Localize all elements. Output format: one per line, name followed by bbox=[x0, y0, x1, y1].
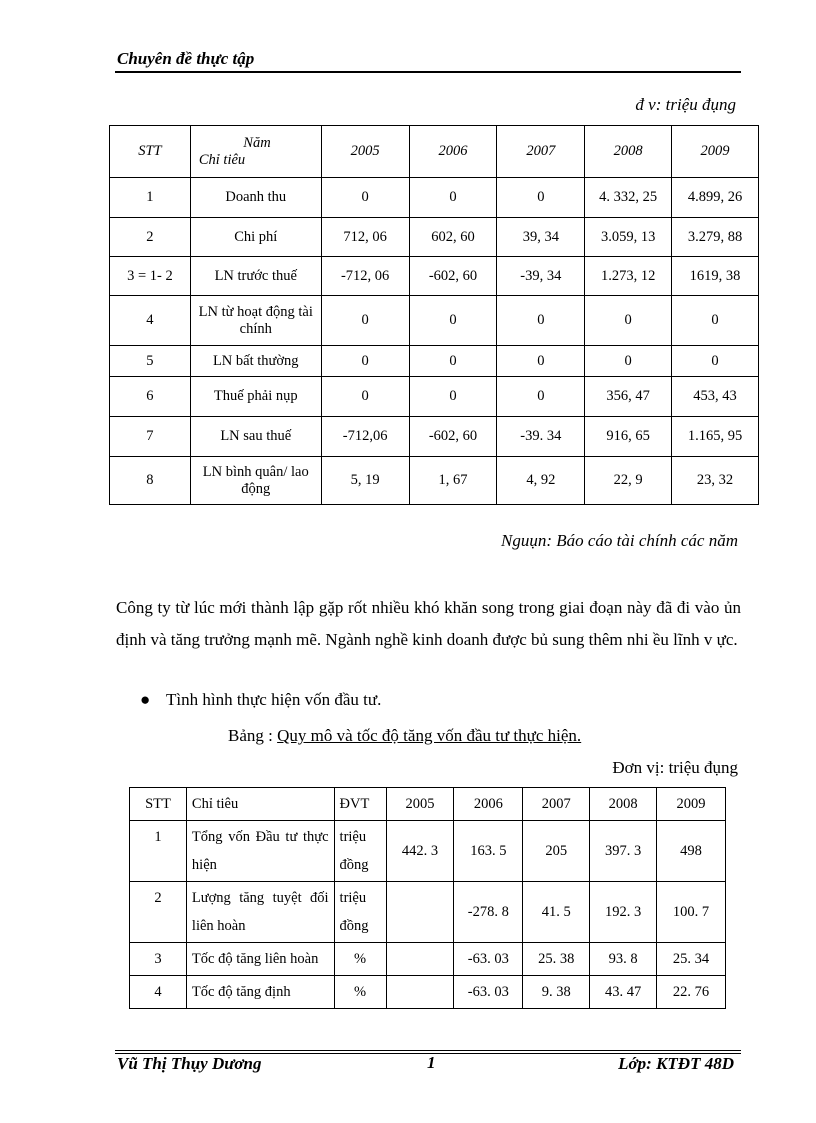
cell-value: 41. 5 bbox=[523, 882, 590, 943]
investment-table bbox=[129, 787, 726, 1009]
cell-value: 442. 3 bbox=[386, 821, 454, 882]
cell-name: LN từ hoạt động tài chính bbox=[190, 296, 321, 346]
cell-value: 4. 332, 25 bbox=[585, 178, 672, 218]
cell-stt: 3 bbox=[130, 943, 187, 976]
cell-value: 1.273, 12 bbox=[585, 257, 672, 296]
table-row bbox=[130, 821, 726, 882]
table-row bbox=[110, 417, 759, 457]
cell-value: 0 bbox=[497, 346, 585, 377]
header-year: 2007 bbox=[497, 126, 585, 178]
cell-value: 0 bbox=[321, 377, 409, 417]
cell-value: 43. 47 bbox=[590, 976, 657, 1009]
header-stt: STT bbox=[110, 126, 191, 178]
cell-value: 22. 76 bbox=[657, 976, 726, 1009]
cell-value: 3.059, 13 bbox=[585, 218, 672, 257]
cell-stt: 4 bbox=[110, 296, 191, 346]
cell-value: 163. 5 bbox=[454, 821, 523, 882]
table-row bbox=[130, 943, 726, 976]
page-number: 1 bbox=[427, 1053, 436, 1072]
table-row bbox=[110, 377, 759, 417]
header-year: 2005 bbox=[321, 126, 409, 178]
cell-value: 0 bbox=[409, 346, 497, 377]
table-row bbox=[110, 346, 759, 377]
financial-results-table bbox=[109, 125, 759, 505]
cell-value: 0 bbox=[672, 296, 759, 346]
cell-value: 9. 38 bbox=[523, 976, 590, 1009]
cell-value: 712, 06 bbox=[321, 218, 409, 257]
header-year: 2008 bbox=[590, 788, 657, 821]
header-year: 2008 bbox=[585, 126, 672, 178]
bullet-item bbox=[140, 690, 381, 710]
cell-unit: % bbox=[334, 976, 386, 1009]
caption-prefix: Bảng : bbox=[228, 726, 278, 745]
cell-name: Lượng tăng tuyệt đối liên hoàn bbox=[186, 882, 334, 943]
cell-name: Tốc độ tăng liên hoàn bbox=[186, 943, 334, 976]
cell-stt: 1 bbox=[110, 178, 191, 218]
cell-value: 1, 67 bbox=[409, 457, 497, 505]
bullet-text: Tình hình thực hiện vốn đầu tư. bbox=[166, 690, 382, 709]
cell-stt: 1 bbox=[130, 821, 187, 882]
table-header-row bbox=[110, 126, 759, 178]
cell-name: Thuế phải nụp bbox=[190, 377, 321, 417]
cell-value: 1.165, 95 bbox=[672, 417, 759, 457]
cell-value: 100. 7 bbox=[657, 882, 726, 943]
cell-name: Doanh thu bbox=[190, 178, 321, 218]
header-year: 2006 bbox=[409, 126, 497, 178]
table-row bbox=[110, 257, 759, 296]
cell-value: 453, 43 bbox=[672, 377, 759, 417]
cell-stt: 7 bbox=[110, 417, 191, 457]
header-year: 2006 bbox=[454, 788, 523, 821]
cell-value: 0 bbox=[321, 296, 409, 346]
cell-value: 205 bbox=[523, 821, 590, 882]
cell-value: 4.899, 26 bbox=[672, 178, 759, 218]
table-row bbox=[110, 457, 759, 505]
bullet-dot-icon: ● bbox=[140, 690, 151, 709]
cell-value: -63. 03 bbox=[454, 943, 523, 976]
cell-stt: 8 bbox=[110, 457, 191, 505]
cell-value: 0 bbox=[409, 377, 497, 417]
header-year: 2005 bbox=[386, 788, 454, 821]
table2-caption bbox=[228, 726, 581, 746]
cell-name: LN bình quân/ lao động bbox=[190, 457, 321, 505]
table1-unit: đ v: triệu đụng bbox=[635, 95, 736, 114]
cell-value: 0 bbox=[321, 346, 409, 377]
cell-stt: 6 bbox=[110, 377, 191, 417]
cell-name: LN sau thuế bbox=[190, 417, 321, 457]
header-year: 2009 bbox=[657, 788, 726, 821]
header-chi-tieu: Chỉ tiêu bbox=[198, 151, 246, 168]
footer-class: Lớp: KTĐT 48D bbox=[618, 1054, 734, 1073]
cell-value: 1619, 38 bbox=[672, 257, 759, 296]
cell-stt: 3 = 1- 2 bbox=[110, 257, 191, 296]
header-year: 2009 bbox=[672, 126, 759, 178]
cell-value: -712,06 bbox=[321, 417, 409, 457]
cell-value: 23, 32 bbox=[672, 457, 759, 505]
header-title: Chuyên đề thực tập bbox=[117, 49, 255, 68]
cell-value: -602, 60 bbox=[409, 417, 497, 457]
body-paragraph: Công ty từ lúc mới thành lập gặp rốt nhiều khó khăn song trong giai đoạn này đã đi vào ủn định và tăng trưởng mạnh mẽ. Ngành nghề kinh doanh được bủ sung thêm nhi ều lĩnh v ực. bbox=[116, 598, 741, 649]
cell-value: 0 bbox=[497, 377, 585, 417]
cell-value: 0 bbox=[585, 346, 672, 377]
cell-value: 916, 65 bbox=[585, 417, 672, 457]
cell-value: 93. 8 bbox=[590, 943, 657, 976]
cell-value: 0 bbox=[321, 178, 409, 218]
cell-value: -602, 60 bbox=[409, 257, 497, 296]
cell-value: 602, 60 bbox=[409, 218, 497, 257]
footer-author: Vũ Thị Thụy Dương bbox=[117, 1054, 262, 1073]
cell-value: 356, 47 bbox=[585, 377, 672, 417]
cell-value: 0 bbox=[409, 178, 497, 218]
cell-value: 3.279, 88 bbox=[672, 218, 759, 257]
header-diagonal-cell bbox=[190, 126, 321, 178]
table-row bbox=[110, 178, 759, 218]
cell-name: Chi phí bbox=[190, 218, 321, 257]
cell-value: 192. 3 bbox=[590, 882, 657, 943]
cell-value: 0 bbox=[497, 296, 585, 346]
cell-value: 25. 38 bbox=[523, 943, 590, 976]
cell-value bbox=[386, 882, 454, 943]
header-chi-tieu: Chỉ tiêu bbox=[186, 788, 334, 821]
cell-name: Tổng vốn Đầu tư thực hiện bbox=[186, 821, 334, 882]
cell-stt: 2 bbox=[110, 218, 191, 257]
table-row bbox=[130, 882, 726, 943]
cell-name: LN trước thuế bbox=[190, 257, 321, 296]
cell-value: 5, 19 bbox=[321, 457, 409, 505]
cell-value: 39, 34 bbox=[497, 218, 585, 257]
cell-value: 22, 9 bbox=[585, 457, 672, 505]
cell-stt: 5 bbox=[110, 346, 191, 377]
cell-value bbox=[386, 943, 454, 976]
header-rule bbox=[115, 71, 741, 73]
cell-stt: 4 bbox=[130, 976, 187, 1009]
cell-value: 4, 92 bbox=[497, 457, 585, 505]
table-row bbox=[130, 976, 726, 1009]
table-row bbox=[110, 218, 759, 257]
header-stt: STT bbox=[130, 788, 187, 821]
cell-unit: triệu đồng bbox=[334, 882, 386, 943]
table-row bbox=[110, 296, 759, 346]
cell-stt: 2 bbox=[130, 882, 187, 943]
cell-unit: % bbox=[334, 943, 386, 976]
cell-value bbox=[386, 976, 454, 1009]
cell-value: -712, 06 bbox=[321, 257, 409, 296]
cell-value: 0 bbox=[409, 296, 497, 346]
caption-title: Quy mô và tốc độ tăng vốn đầu tư thực hiện. bbox=[277, 726, 582, 745]
cell-unit: triệu đồng bbox=[334, 821, 386, 882]
cell-value: 0 bbox=[585, 296, 672, 346]
header-year: 2007 bbox=[523, 788, 590, 821]
table2-unit: Đơn vị: triệu đụng bbox=[612, 758, 738, 777]
cell-value: 0 bbox=[497, 178, 585, 218]
cell-value: -39. 34 bbox=[497, 417, 585, 457]
cell-value: -39, 34 bbox=[497, 257, 585, 296]
cell-name: LN bất thường bbox=[190, 346, 321, 377]
table-header-row bbox=[130, 788, 726, 821]
cell-value: 0 bbox=[672, 346, 759, 377]
table1-source: Nguụn: Báo cáo tài chính các năm bbox=[500, 531, 738, 550]
cell-value: -63. 03 bbox=[454, 976, 523, 1009]
cell-name: Tốc độ tăng định bbox=[186, 976, 334, 1009]
cell-value: 498 bbox=[657, 821, 726, 882]
cell-value: -278. 8 bbox=[454, 882, 523, 943]
cell-value: 25. 34 bbox=[657, 943, 726, 976]
header-nam: Năm bbox=[243, 134, 271, 151]
cell-value: 397. 3 bbox=[590, 821, 657, 882]
header-dvt: ĐVT bbox=[334, 788, 386, 821]
footer-rule bbox=[115, 1050, 741, 1051]
